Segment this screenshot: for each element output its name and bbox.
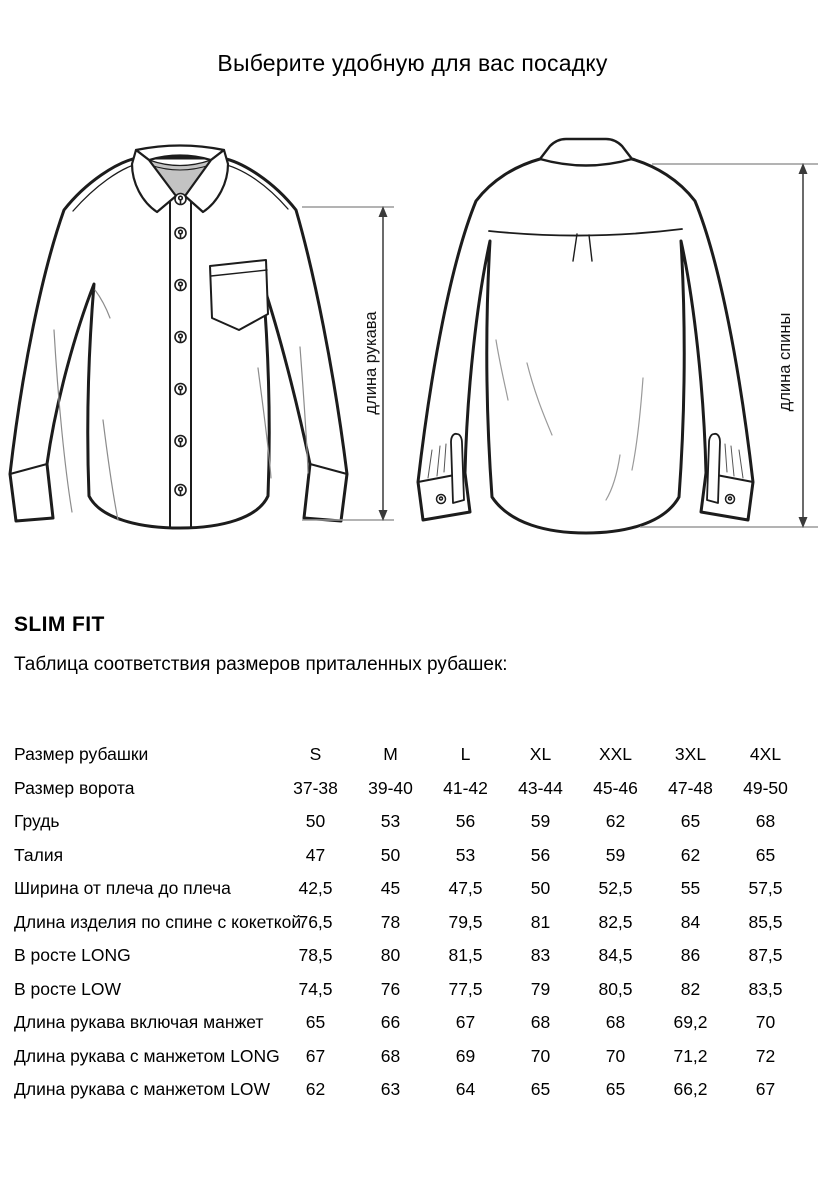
back-length-label: длина спины xyxy=(776,312,794,412)
size-cell: XXL xyxy=(598,744,633,765)
table-row xyxy=(14,872,804,906)
shirt-front-drawing xyxy=(10,146,347,529)
size-cell: 3XL xyxy=(674,744,707,765)
size-cell: 70 xyxy=(530,1045,551,1066)
size-cell: 55 xyxy=(680,878,701,899)
size-cell: 39-40 xyxy=(368,777,413,798)
size-cell: 56 xyxy=(455,811,476,832)
size-cell: 62 xyxy=(680,844,701,865)
table-row xyxy=(14,839,804,873)
size-cell: 87,5 xyxy=(748,945,783,966)
size-cell: 72 xyxy=(755,1045,776,1066)
row-label: Размер рубашки xyxy=(14,744,149,765)
size-cell: 68 xyxy=(380,1045,401,1066)
size-cell: 49-50 xyxy=(743,777,788,798)
size-cell: 67 xyxy=(305,1045,326,1066)
row-label: Длина рукава с манжетом LOW xyxy=(14,1079,271,1100)
size-cell: 62 xyxy=(605,811,626,832)
size-cell: 56 xyxy=(530,844,551,865)
size-cell: 68 xyxy=(530,1012,551,1033)
size-cell: 79,5 xyxy=(448,911,483,932)
size-cell: 47-48 xyxy=(668,777,713,798)
size-cell: 66,2 xyxy=(673,1079,708,1100)
size-cell: 65 xyxy=(755,844,776,865)
table-row xyxy=(14,1006,804,1040)
size-cell: 67 xyxy=(455,1012,476,1033)
size-cell: 53 xyxy=(380,811,401,832)
size-cell: 65 xyxy=(605,1079,626,1100)
size-cell: 50 xyxy=(530,878,551,899)
row-label: Грудь xyxy=(14,811,60,832)
chest-pocket xyxy=(210,260,268,330)
size-cell: 82,5 xyxy=(598,911,633,932)
size-cell: 42,5 xyxy=(298,878,333,899)
size-cell: 4XL xyxy=(749,744,782,765)
size-cell: 65 xyxy=(530,1079,551,1100)
size-cell: 69 xyxy=(455,1045,476,1066)
size-cell: 85,5 xyxy=(748,911,783,932)
size-cell: 81,5 xyxy=(448,945,483,966)
row-label: Размер ворота xyxy=(14,777,135,798)
sleeve-length-label: длина рукава xyxy=(362,311,380,415)
size-cell: 68 xyxy=(605,1012,626,1033)
row-label: В росте LOW xyxy=(14,978,122,999)
size-cell: 76,5 xyxy=(298,911,333,932)
shirt-back-drawing xyxy=(418,139,753,533)
row-label: Талия xyxy=(14,844,64,865)
size-cell: 52,5 xyxy=(598,878,633,899)
section-subtitle: Таблица соответствия размеров приталенных рубашек: xyxy=(14,654,508,675)
row-label: Длина рукава включая манжет xyxy=(14,1012,264,1033)
table-row xyxy=(14,973,804,1007)
size-cell: 45 xyxy=(380,878,401,899)
size-cell: 79 xyxy=(530,978,551,999)
size-cell: 59 xyxy=(605,844,626,865)
size-cell: XL xyxy=(529,744,552,765)
size-cell: 50 xyxy=(380,844,401,865)
size-cell: 59 xyxy=(530,811,551,832)
size-cell: 77,5 xyxy=(448,978,483,999)
page-title: Выберите удобную для вас посадку xyxy=(217,50,608,76)
size-cell: 71,2 xyxy=(673,1045,708,1066)
size-cell: 86 xyxy=(680,945,701,966)
size-cell: 47 xyxy=(305,844,326,865)
size-cell: L xyxy=(460,744,471,765)
row-label: Ширина от плеча до плеча xyxy=(14,878,231,899)
size-cell: 76 xyxy=(380,978,401,999)
size-cell: 70 xyxy=(605,1045,626,1066)
size-cell: 50 xyxy=(305,811,326,832)
size-cell: 74,5 xyxy=(298,978,333,999)
size-cell: 66 xyxy=(380,1012,401,1033)
size-cell: 53 xyxy=(455,844,476,865)
size-cell: 70 xyxy=(755,1012,776,1033)
size-cell: 83,5 xyxy=(748,978,783,999)
table-row xyxy=(14,1073,804,1107)
size-cell: M xyxy=(383,744,398,765)
row-label: Длина рукава с манжетом LONG xyxy=(14,1045,280,1066)
size-cell: 68 xyxy=(755,811,776,832)
size-cell: 80,5 xyxy=(598,978,633,999)
size-cell: 65 xyxy=(680,811,701,832)
table-row xyxy=(14,939,804,973)
size-cell: 45-46 xyxy=(593,777,638,798)
size-cell: 63 xyxy=(380,1079,401,1100)
size-cell: 84 xyxy=(680,911,701,932)
size-cell: 67 xyxy=(755,1079,776,1100)
size-cell: 82 xyxy=(680,978,701,999)
size-cell: 78,5 xyxy=(298,945,333,966)
table-row xyxy=(14,772,804,806)
size-cell: S xyxy=(309,744,322,765)
size-cell: 78 xyxy=(380,911,401,932)
size-cell: 47,5 xyxy=(448,878,483,899)
size-cell: 83 xyxy=(530,945,551,966)
size-cell: 84,5 xyxy=(598,945,633,966)
size-cell: 65 xyxy=(305,1012,326,1033)
size-cell: 37-38 xyxy=(293,777,338,798)
fit-diagram xyxy=(0,118,825,578)
table-row xyxy=(14,738,804,772)
size-cell: 57,5 xyxy=(748,878,783,899)
size-cell: 64 xyxy=(455,1079,476,1100)
row-label: Длина изделия по спине с кокеткой xyxy=(14,911,302,932)
section-heading: SLIM FIT xyxy=(14,613,105,636)
row-label: В росте LONG xyxy=(14,945,131,966)
table-row xyxy=(14,906,804,940)
size-cell: 41-42 xyxy=(443,777,488,798)
table-row xyxy=(14,805,804,839)
size-cell: 80 xyxy=(380,945,401,966)
size-cell: 62 xyxy=(305,1079,326,1100)
size-table xyxy=(14,738,804,1107)
size-cell: 43-44 xyxy=(518,777,563,798)
table-row xyxy=(14,1040,804,1074)
size-cell: 69,2 xyxy=(673,1012,708,1033)
size-cell: 81 xyxy=(530,911,551,932)
